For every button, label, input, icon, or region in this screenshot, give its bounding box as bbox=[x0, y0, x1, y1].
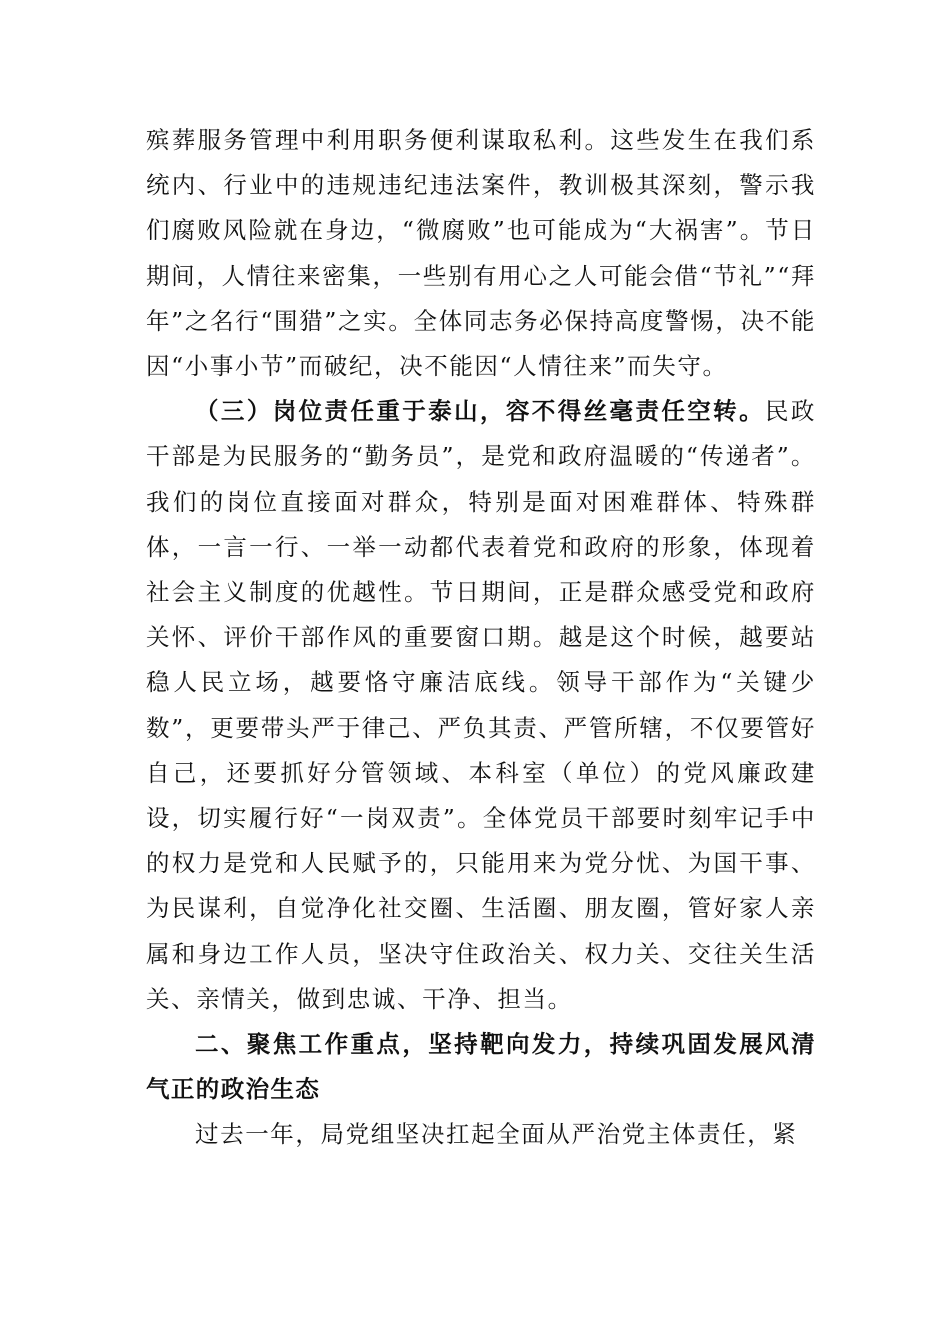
paragraph-post-responsibility bbox=[146, 389, 816, 1022]
section-heading: 二、聚焦工作重点，坚持靶向发力，持续巩固发展风清气正的政治生态 bbox=[146, 1030, 816, 1104]
document-body bbox=[146, 118, 816, 1158]
subsection-heading: （三）岗位责任重于泰山，容不得丝毫责任空转。 bbox=[195, 397, 765, 426]
subsection-body: 民政干部是为民服务的“勤务员”，是党和政府温暖的“传递者”。我们的岗位直接面对群众，特别是面对困难群体、特殊群体，一言一行、一举一动都代表着党和政府的形象，体现着社会主义制度的优越性。节日期间，正是群众感受党和政府关怀、评价干部作风的重要窗口期。越是这个时候，越要站稳人民立场，越要恪守廉洁底线。领导干部作为“关键少数”，更要带头严于律己、严负其责、严管所辖，不仅要管好自己，还要抓好分管领域、本科室（单位）的党风廉政建设，切实履行好“一岗双责”。全体党员干部要时刻牢记手中的权力是党和人民赋予的，只能用来为党分忧、为国干事、为民谋利，自觉净化社交圈、生活圈、朋友圈，管好家人亲属和身边工作人员，坚决守住政治关、权力关、交往关生活关、亲情关，做到忠诚、干净、担当。 bbox=[146, 397, 816, 1013]
paragraph-past-year: 过去一年，局党组坚决扛起全面从严治党主体责任，紧 bbox=[195, 1120, 798, 1149]
paragraph-warning-cases: 殡葬服务管理中利用职务便利谋取私利。这些发生在我们系统内、行业中的违规违纪违法案件，教训极其深刻，警示我们腐败风险就在身边，“微腐败”也可能成为“大祸害”。节日期间，人情往来密集，一些别有用心之人可能会借“节礼”“拜年”之名行“围猎”之实。全体同志务必保持高度警惕，决不能因“小事小节”而破纪，决不能因“人情往来”而失守。 bbox=[146, 126, 816, 381]
